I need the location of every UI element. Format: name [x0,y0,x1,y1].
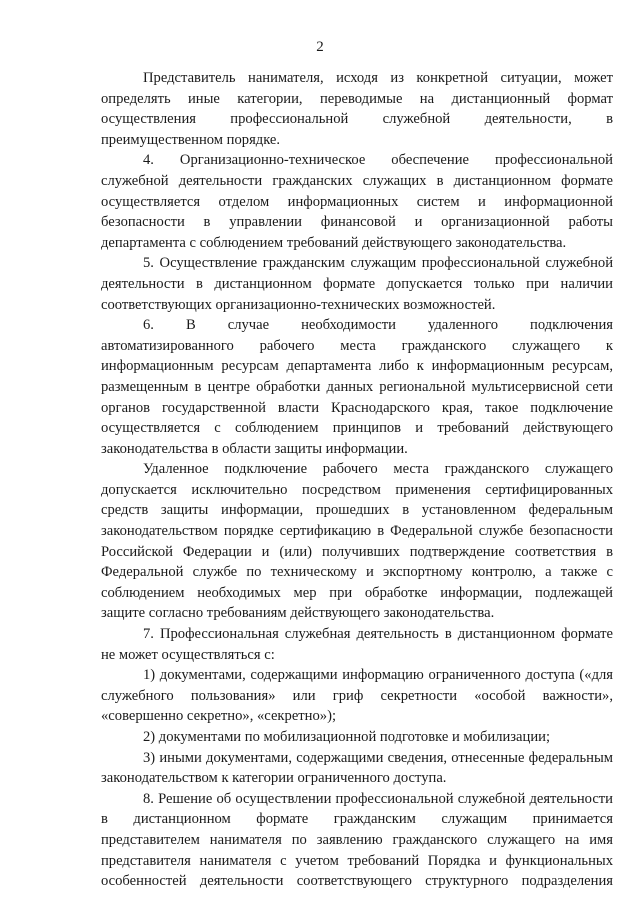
paragraph [101,748,613,789]
text-line: осуществляется отделом информационных систем и информационной [101,193,613,210]
text-line: размещенным в центре обработки данных региональной мультисервисной сети [101,378,613,395]
text-line: Российской Федерации и (или) получивших подтверждение соответствия в [101,543,613,560]
text-line: органов государственной власти Краснодарского края, такое подключение [101,399,613,416]
text-line: служебного пользования» или гриф секретности «особой важности», [101,687,613,704]
page-number: 2 [316,39,324,55]
text-line: Федеральной службе по техническому и экспортному контролю, а также с [101,564,613,581]
text-line: преимущественном порядке. [101,131,281,148]
text-line: 8. Решение об осуществлении профессиональной служебной деятельности [143,790,613,807]
text-line: законодательства в области защиты информации. [101,440,408,457]
text-line: 4. Организационно-техническое обеспечение профессиональной [143,152,613,169]
paragraph [101,253,613,315]
text-line: представителя нанимателя с учетом требований Порядка и функциональных [101,852,613,869]
text-line: определять иные категории, переводимые на дистанционный формат [101,90,613,107]
document-body [101,68,613,892]
text-line: осуществления профессиональной служебной деятельности, в [101,111,613,128]
text-line: 1) документами, содержащими информацию ограниченного доступа («для [143,667,613,684]
paragraph [101,727,613,748]
text-line: защите согласно требованиям действующего законодательства. [101,605,495,622]
text-line: особенностей деятельности соответствующего структурного подразделения [101,873,613,890]
text-line: служебной деятельности гражданских служащих в дистанционном формате [101,172,613,189]
text-line: безопасности в управлении финансовой и организационной работы [101,214,613,231]
paragraph [101,665,613,727]
text-line: Удаленное подключение рабочего места гражданского служащего [143,461,613,478]
text-line: информационным ресурсам департамента либо к информационным ресурсам, [101,358,613,375]
text-line: соответствующих организационно-технических возможностей. [101,296,496,313]
text-line: деятельности в дистанционном формате допускается только при наличии [101,275,613,292]
text-line: автоматизированного рабочего места гражданского служащего к [101,337,613,354]
text-line: 7. Профессиональная служебная деятельность в дистанционном формате [143,626,613,643]
text-line: 3) иными документами, содержащими сведения, отнесенные федеральным [143,749,613,766]
text-line: соблюдением необходимых мер при обработке информации, подлежащей [101,584,613,601]
text-line: 2) документами по мобилизационной подготовке и мобилизации; [143,729,551,745]
paragraph [101,459,613,624]
text-line: 5. Осуществление гражданским служащим профессиональной служебной [143,255,613,272]
paragraph [101,315,613,459]
text-line: законодательством к категории ограниченного доступа. [101,770,447,787]
text-line: в дистанционном формате гражданским служащим принимается [101,811,613,828]
text-line: 6. В случае необходимости удаленного подключения [143,317,613,334]
text-line: представителем нанимателя по заявлению гражданского служащего на имя [101,831,613,848]
text-line: средств защиты информации, прошедших в установленном федеральным [101,502,613,519]
paragraph [101,150,613,253]
paragraph [101,789,613,892]
text-line: «совершенно секретно», «секретно»); [101,708,336,725]
text-line: законодательством порядке сертификацию в Федеральной службе безопасности [101,523,613,540]
text-line: Представитель нанимателя, исходя из конкретной ситуации, может [143,70,613,86]
text-line: не может осуществляться с: [101,646,275,663]
paragraph [101,68,613,150]
text-line: осуществляется с соблюдением принципов и требований действующего [101,420,613,437]
text-line: департамента с соблюдением требований действующего законодательства. [101,234,567,251]
text-line: допускается исключительно посредством применения сертифицированных [101,481,613,498]
paragraph [101,624,613,665]
